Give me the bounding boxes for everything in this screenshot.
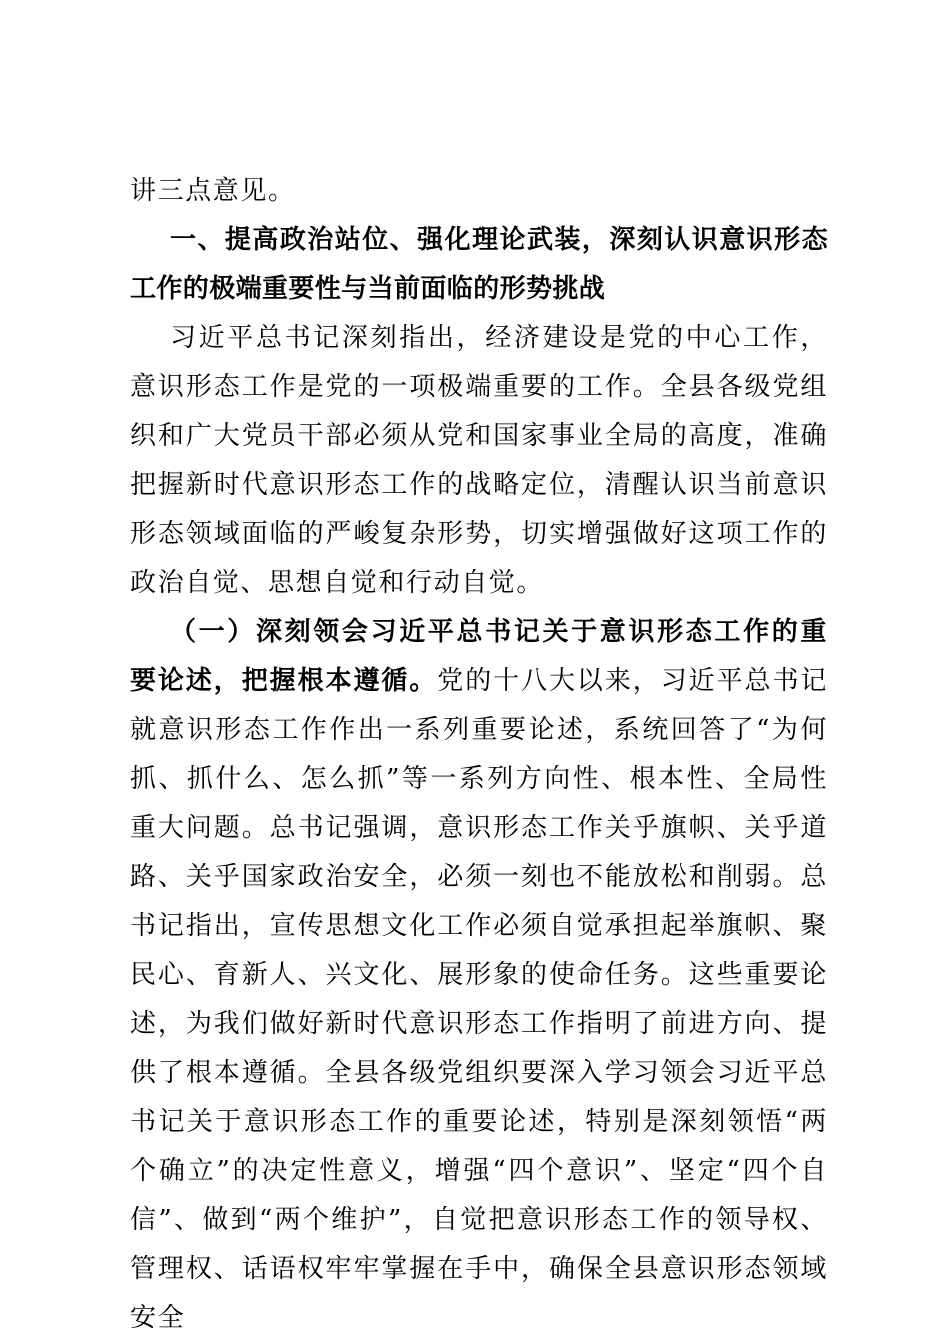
- subsection-paragraph: [130, 608, 828, 1343]
- opening-line: 讲三点意见。: [130, 176, 296, 206]
- document-body: [130, 167, 828, 1343]
- subsection-body: 党的十八大以来，习近平总书记就意识形态工作作出一系列重要论述，系统回答了“为何抓、抓什么、怎么抓”等一系列方向性、根本性、全局性重大问题。总书记强调，意识形态工作关乎旗帜、关乎道路、关乎国家政治安全，必须一刻也不能放松和削弱。总书记指出，宣传思想文化工作必须自觉承担起举旗帜、聚民心、育新人、兴文化、展形象的使命任务。这些重要论述，为我们做好新时代意识形态工作指明了前进方向、提供了根本遵循。全县各级党组织要深入学习领会习近平总书记关于意识形态工作的重要论述，特别是深刻领悟“两个确立”的决定性意义，增强“四个意识”、坚定“四个自信”、做到“两个维护”，自觉把意识形态工作的领导权、管理权、话语权牢牢掌握在手中，确保全县意识形态领域安全: [130, 666, 828, 1333]
- intro-paragraph: 习近平总书记深刻指出，经济建设是党的中心工作，意识形态工作是党的一项极端重要的工作。全县各级党组织和广大党员干部必须从党和国家事业全局的高度，准确把握新时代意识形态工作的战略定位，清醒认识当前意识形态领域面临的严峻复杂形势，切实增强做好这项工作的政治自觉、思想自觉和行动自觉。: [130, 323, 828, 598]
- subsection-lead: （一）深刻领会习近平总书记关于意识形态工作的重要论述，把握根本遵循。: [130, 617, 828, 696]
- section-heading: 一、提高政治站位、强化理论武装，深刻认识意识形态工作的极端重要性与当前面临的形势挑战: [130, 225, 828, 304]
